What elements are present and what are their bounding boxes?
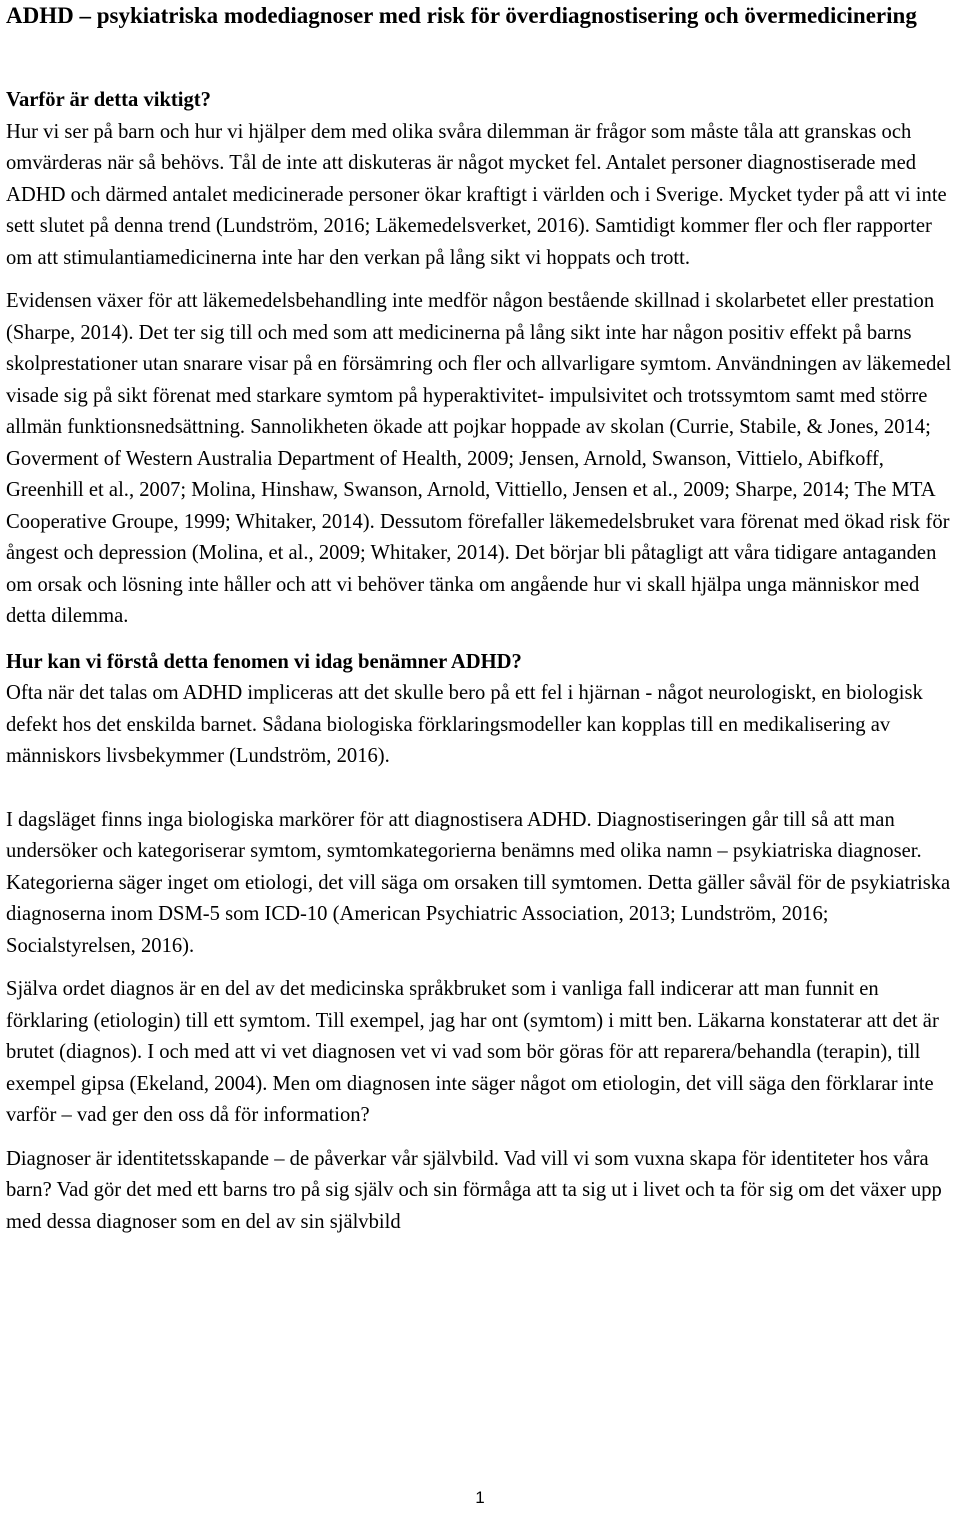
paragraph: Själva ordet diagnos är en del av det medicinska språkbruket som i vanliga fall indicerar att man funnit en förklaring (etiologin) till ett symtom. Till exempel, jag har ont (symtom) i mitt ben. Läkarna konstaterar att det är brutet (diagnos). I och med att vi vet diagnosen vet vi vad som bör göras för att reparera/behandla (terapin), till exempel gipsa (Ekeland, 2004). Men om diagnosen inte säger något om etiologin, det vill säga den förklarar inte varför – vad ger den oss då för information? [6, 978, 939, 1126]
paragraph: Hur vi ser på barn och hur vi hjälper dem med olika svåra dilemman är frågor som måste tåla att granskas och omvärderas när så behövs. Tål de inte att diskuteras är något mycket fel. Antalet personer diagnostiserade med ADHD och därmed antalet medicinerade personer ökar kraftigt i världen och i Sverige. Mycket tyder på att vi inte sett slutet på denna trend (Lundström, 2016; Läkemedelsverket, 2016). Samtidigt kommer fler och fler rapporter om att stimulantiamedicinerna inte har den verkan på lång sikt vi hoppats och trott. [6, 120, 947, 269]
section-heading: Hur kan vi förstå detta fenomen vi idag benämner ADHD? [6, 650, 522, 673]
paragraph: Evidensen växer för att läkemedelsbehandling inte medför någon bestående skillnad i skolarbetet eller prestation (Sharpe, 2014). Det ter sig till och med som att medicinerna på lång sikt inte har någon positiv effekt på barns skolprestationer utan snarare visar på en försämring och fler och allvarligare symtom. Användningen av läkemedel visade sig på sikt förenat med starkare symtom på hyperaktivitet- impulsivitet och trotssymtom samt med större allmän funktionsnedsättning. Sannolikheten ökade att pojkar hoppade av skolan (Currie, Stabile, & Jones, 2014; Goverment of Western Australia Department of Health, 2009; Jensen, Arnold, Swanson, Vittielo, Abifkoff, Greenhill et al., 2007; Molina, Hinshaw, Swanson, Arnold, Vittiello, Jensen et al., 2009; Sharpe, 2014; The MTA Cooperative Groupe, 1999; Whitaker, 2014). Dessutom förefaller läkemedelsbruket vara förenat med ökad risk för ångest och depression (Molina, et al., 2009; Whitaker, 2014). Det börjar bli påtagligt att våra tidigare antaganden om orsak och lösning inte håller och att vi behöver tänka om angående hur vi skall hjälpa unga människor med detta dilemma. [6, 290, 952, 627]
page-number: 1 [475, 1488, 485, 1507]
section-why-important [6, 85, 952, 633]
section-understanding-adhd [6, 647, 952, 1239]
paragraph: Diagnoser är identitetsskapande – de påverkar vår självbild. Vad vill vi som vuxna skapa för identiteter hos våra barn? Vad gör det med ett barns tro på sig själv och sin förmåga att ta sig ut i livet och ta för sig om det växer upp med dessa diagnoser som en del av sin självbild [6, 1147, 942, 1233]
document-title: ADHD – psykiatriska modediagnoser med risk för överdiagnostisering och övermedicinering [6, 3, 917, 28]
section-heading: Varför är detta viktigt? [6, 89, 211, 111]
paragraph: I dagsläget finns inga biologiska markörer för att diagnostisera ADHD. Diagnostiseringen går till så att man undersöker och kategoriserar symtom, symtomkategorierna benämns med olika namn – psykiatriska diagnoser. Kategorierna säger inget om etiologi, det vill säga om orsaken till symtomen. Detta gäller såväl för de psykiatriska diagnoserna inom DSM-5 som ICD-10 (American Psychiatric Association, 2013; Lundström, 2016; Socialstyrelsen, 2016). [6, 808, 951, 957]
paragraph: Ofta när det talas om ADHD impliceras att det skulle bero på ett fel i hjärnan - något neurologiskt, en biologisk defekt hos det enskilda barnet. Sådana biologiska förklaringsmodeller kan kopplas till en medikalisering av människors livsbekymmer (Lundström, 2016). [6, 682, 923, 767]
